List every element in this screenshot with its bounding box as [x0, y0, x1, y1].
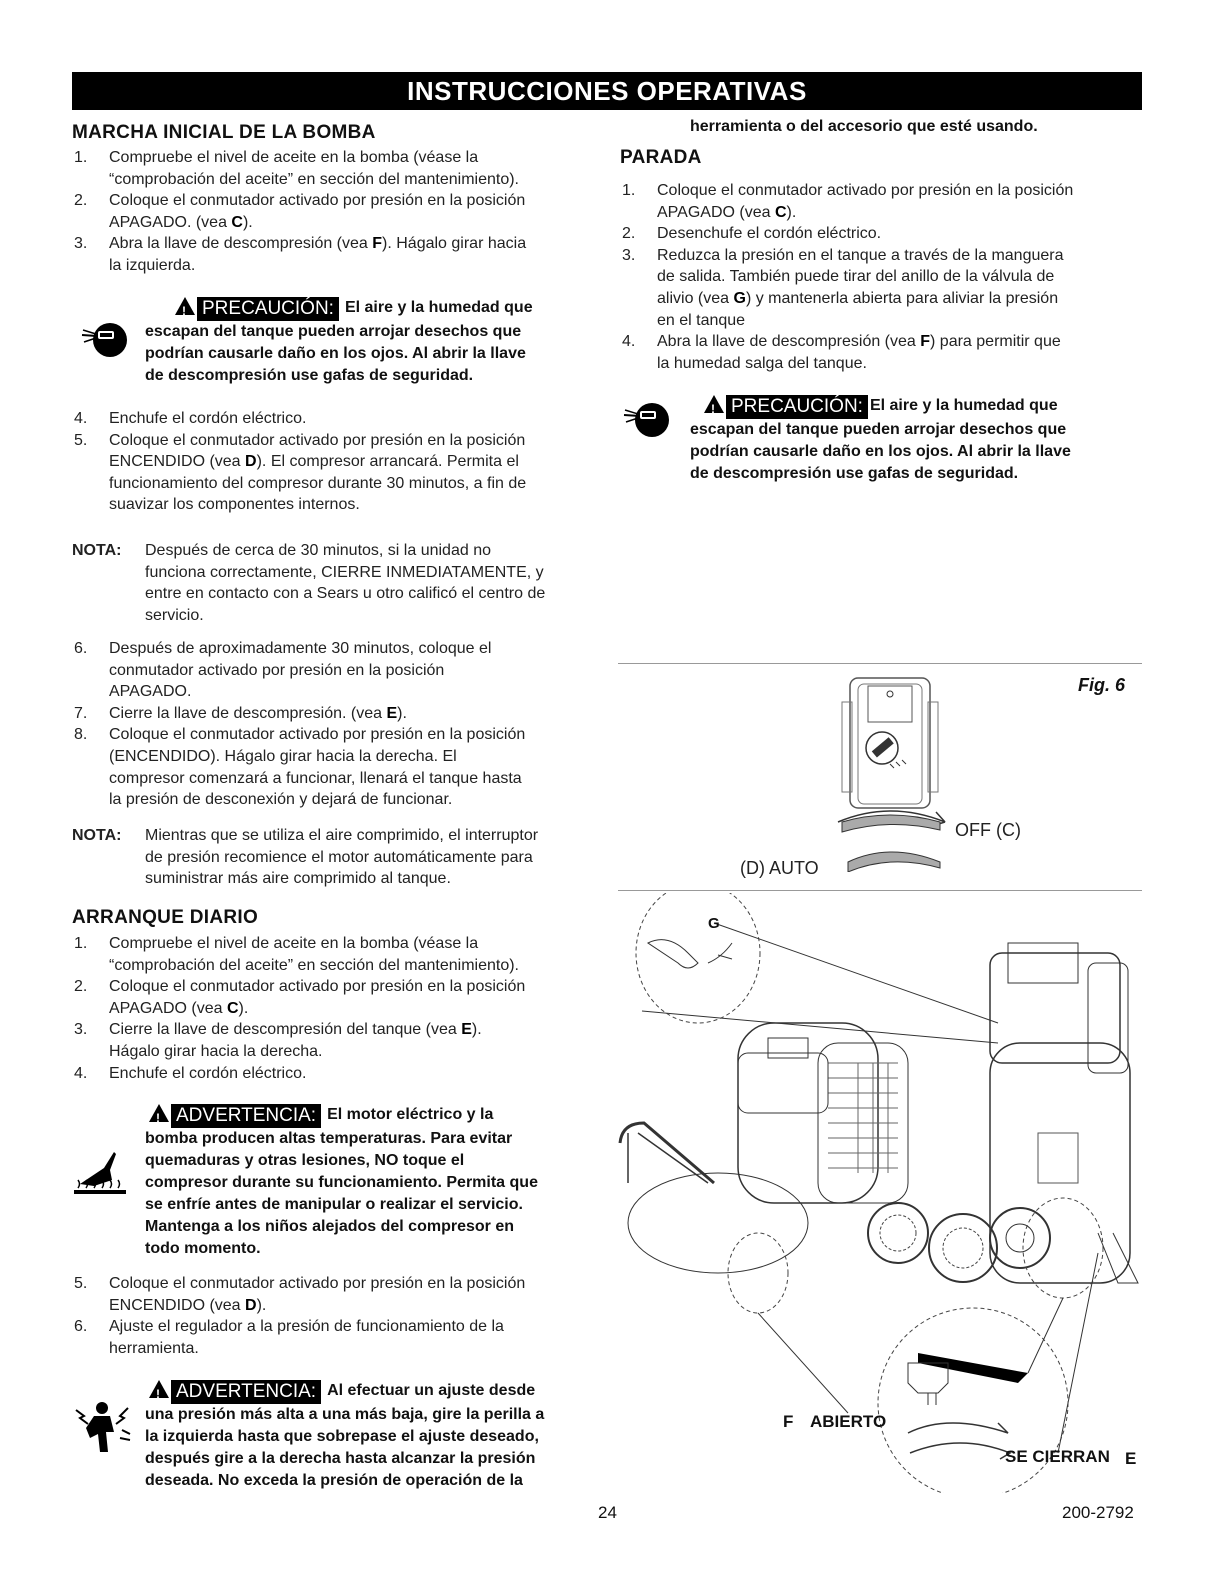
note-label: NOTA:	[72, 542, 122, 559]
step-item	[72, 1316, 582, 1359]
step-item	[72, 147, 582, 190]
text-line: funciona correctamente, CIERRE INMEDIATAMENTE, y	[145, 563, 544, 581]
warning-box-1	[145, 1104, 595, 1260]
cierran-label: SE CIERRAN	[1005, 1447, 1110, 1466]
pressure-switch-drawing	[820, 672, 960, 872]
f-label: F	[783, 1412, 794, 1431]
note-1	[72, 540, 602, 626]
caution-text-line: escapan del tanque pueden arrojar desechos que	[690, 421, 1067, 438]
text-line: una presión más alta a una más baja, gire la perilla a	[145, 1406, 545, 1423]
text-line: quemaduras y otras lesiones, NO toque el	[145, 1152, 465, 1169]
step-number: 6.	[74, 1318, 88, 1336]
step-text-line: Coloque el conmutador activado por presión en la posición	[109, 978, 526, 996]
step-number: 8.	[74, 726, 88, 744]
step-text-line: Coloque el conmutador activado por presión en la posición	[109, 192, 526, 210]
hot-surface-icon	[74, 1148, 128, 1198]
step-number: 4.	[622, 333, 636, 351]
step-item	[72, 408, 582, 430]
step-text-line: Cierre la llave de descompresión. (vea E).	[109, 704, 407, 722]
step-text-line: APAGADO (vea C).	[109, 999, 249, 1017]
step-item	[72, 430, 582, 516]
warning-text-line: El motor eléctrico y la	[327, 1106, 494, 1123]
step-text-line: ENCENDIDO (vea D). El compresor arrancará. Permita el	[109, 453, 519, 471]
figure-top-rule	[618, 663, 1142, 664]
step-item	[72, 1063, 582, 1085]
warning-triangle-icon	[149, 1104, 169, 1122]
step-item	[72, 1019, 582, 1062]
text-line: compresor durante su funcionamiento. Permita que	[145, 1174, 538, 1191]
step-number: 4.	[74, 1064, 88, 1082]
step-item	[72, 703, 582, 725]
step-text-line: la izquierda.	[109, 256, 196, 274]
step-number: 2.	[74, 978, 88, 996]
step-text-line: Después de aproximadamente 30 minutos, coloque el	[109, 640, 492, 657]
step-item	[620, 223, 1140, 245]
warning-triangle-icon	[704, 395, 724, 413]
step-item	[72, 638, 582, 703]
step-item	[620, 245, 1140, 331]
caution-box-1	[145, 297, 585, 387]
text-line: deseada. No exceda la presión de operación de la	[145, 1472, 523, 1489]
eye-protection-icon	[622, 395, 670, 443]
text-line: Mientras que se utiliza el aire comprimido, el interruptor	[145, 827, 539, 844]
steps-parada	[620, 180, 1140, 374]
step-text-line: Cierre la llave de descompresión del tanque (vea E).	[109, 1021, 482, 1039]
text-line: Después de cerca de 30 minutos, si la unidad no	[145, 542, 491, 559]
text-line: todo momento.	[145, 1240, 261, 1257]
continued-text: herramienta o del accesorio que esté usando.	[690, 118, 1038, 135]
caution-text-line: de descompresión use gafas de seguridad.	[145, 367, 474, 384]
figure-label: Fig. 6	[1078, 675, 1126, 695]
caution-text-line: escapan del tanque pueden arrojar desechos que	[145, 323, 522, 340]
text-line: suministrar más aire comprimido al tanque.	[145, 870, 451, 888]
step-text-line: Reduzca la presión en el tanque a través de la manguera	[657, 246, 1064, 264]
abierto-label: ABIERTO	[810, 1412, 887, 1431]
step-number: 2.	[622, 225, 636, 243]
caution-text-line: El aire y la humedad que	[344, 299, 533, 316]
step-number: 3.	[74, 1021, 88, 1039]
step-number: 1.	[74, 935, 88, 952]
step-text-line: APAGADO.	[109, 683, 192, 701]
step-text-line: suavizar los componentes internos.	[109, 496, 360, 514]
e-label: E	[1125, 1449, 1137, 1468]
step-text-line: compresor comenzará a funcionar, llenará el tanque hasta	[109, 769, 522, 787]
caution-label: PRECAUCIÓN:	[197, 297, 339, 321]
shock-hazard-icon	[72, 1398, 134, 1456]
text-line: bomba producen altas temperaturas. Para evitar	[145, 1130, 513, 1147]
caution-text-line: podrían causarle daño en los ojos. Al abrir la llave	[690, 443, 1071, 460]
steps-arranque-1	[72, 933, 582, 1084]
step-item	[620, 331, 1140, 374]
warning-triangle-icon	[175, 297, 195, 315]
warning-label: ADVERTENCIA:	[171, 1380, 321, 1404]
eye-protection-icon	[80, 315, 128, 363]
off-label: OFF (C)	[955, 820, 1021, 840]
step-text-line: “comprobación del aceite” en sección del mantenimiento).	[109, 956, 519, 974]
step-text-line: funcionamiento del compresor durante 30 minutos, a fin de	[109, 474, 527, 492]
caution-label: PRECAUCIÓN:	[726, 395, 868, 419]
step-text-line: ENCENDIDO (vea D).	[109, 1296, 267, 1314]
warning-box-2	[145, 1380, 595, 1492]
step-item	[72, 233, 582, 276]
figure-mid-rule	[618, 890, 1142, 891]
step-text-line: “comprobación del aceite” en sección del mantenimiento).	[109, 170, 519, 188]
step-number: 3.	[74, 235, 88, 253]
warning-text	[145, 1404, 595, 1492]
step-number: 5.	[74, 431, 88, 449]
step-text-line: Hágalo girar hacia la derecha.	[109, 1042, 323, 1060]
g-label: G	[708, 915, 720, 932]
step-text-line: Coloque el conmutador activado por presión en la posición	[109, 1275, 526, 1292]
steps-arranque-2	[72, 1273, 582, 1359]
note-text	[145, 825, 602, 890]
text-line: de presión recomience el motor automáticamente para	[145, 848, 533, 866]
warning-triangle-icon	[149, 1380, 169, 1398]
compressor-drawing	[618, 893, 1144, 1493]
step-text-line: Desenchufe el cordón eléctrico.	[657, 225, 882, 243]
step-text-line: Coloque el conmutador activado por presión en la posición	[657, 182, 1074, 199]
note-label: NOTA:	[72, 827, 122, 844]
step-text-line: Enchufe el cordón eléctrico.	[109, 1064, 307, 1082]
steps-marcha-1	[72, 147, 582, 277]
step-item	[620, 180, 1140, 223]
text-line: se enfríe antes de manipular o realizar el servicio.	[145, 1196, 523, 1213]
text-line: entre en contacto con a Sears u otro calificó el centro de	[145, 585, 546, 603]
step-text-line: Abra la llave de descompresión (vea F). Hágalo girar hacia	[109, 235, 527, 253]
warning-text	[145, 1128, 595, 1260]
step-number: 7.	[74, 704, 88, 722]
step-number: 5.	[74, 1275, 88, 1292]
step-number: 3.	[622, 246, 636, 264]
step-text-line: Coloque el conmutador activado por presión en la posición	[109, 726, 526, 744]
text-line: después gire a la derecha hasta alcanzar la presión	[145, 1450, 536, 1467]
step-number: 1.	[74, 149, 88, 166]
caution-box-2	[690, 395, 1140, 485]
step-item	[72, 1273, 582, 1316]
text-line: Mantenga a los niños alejados del compresor en	[145, 1218, 514, 1235]
step-number: 1.	[622, 182, 636, 199]
step-text-line: la presión de desconexión y dejará de funcionar.	[109, 791, 453, 809]
step-text-line: Abra la llave de descompresión (vea F) para permitir que	[657, 333, 1061, 351]
step-text-line: Enchufe el cordón eléctrico.	[109, 410, 307, 427]
step-number: 6.	[74, 640, 88, 657]
step-text-line: herramienta.	[109, 1339, 199, 1357]
section-title-marcha: MARCHA INICIAL DE LA BOMBA	[72, 122, 376, 143]
section-title-arranque: ARRANQUE DIARIO	[72, 907, 259, 928]
note-2	[72, 825, 602, 890]
section-title-parada: PARADA	[620, 147, 702, 168]
steps-marcha-3	[72, 638, 582, 811]
warning-text-line: Al efectuar un ajuste desde	[327, 1382, 536, 1399]
step-item	[72, 190, 582, 233]
step-number: 4.	[74, 410, 88, 427]
step-text-line: Compruebe el nivel de aceite en la bomba (véase la	[109, 149, 479, 166]
text-line: servicio.	[145, 606, 204, 624]
steps-marcha-2	[72, 408, 582, 516]
text-line: la izquierda hasta que sobrepase el ajuste deseado,	[145, 1428, 539, 1445]
step-number: 2.	[74, 192, 88, 210]
step-text-line: conmutador activado por presión en la posición	[109, 661, 445, 679]
step-text-line: la humedad salga del tanque.	[657, 354, 867, 372]
step-text-line: Ajuste el regulador a la presión de funcionamiento de la	[109, 1318, 504, 1336]
step-text-line: de salida. También puede tirar del anillo de la válvula de	[657, 268, 1055, 286]
doc-number: 200-2792	[1062, 1503, 1134, 1522]
step-item	[72, 976, 582, 1019]
step-item	[72, 933, 582, 976]
page-number: 24	[598, 1503, 617, 1522]
page-title: INSTRUCCIONES OPERATIVAS	[72, 72, 1142, 110]
caution-text-line: El aire y la humedad que	[869, 397, 1058, 414]
step-text-line: APAGADO (vea C).	[657, 203, 797, 221]
auto-label: (D) AUTO	[740, 858, 819, 878]
step-text-line: en el tanque	[657, 311, 746, 329]
caution-text-line: de descompresión use gafas de seguridad.	[690, 465, 1019, 482]
step-text-line: Coloque el conmutador activado por presión en la posición	[109, 431, 526, 449]
warning-label: ADVERTENCIA:	[171, 1104, 321, 1128]
note-text	[145, 540, 602, 626]
step-text-line: (ENCENDIDO). Hágalo girar hacia la derecha. El	[109, 747, 457, 765]
caution-text-line: podrían causarle daño en los ojos. Al abrir la llave	[145, 345, 526, 362]
step-text-line: Compruebe el nivel de aceite en la bomba (véase la	[109, 935, 479, 952]
step-text-line: APAGADO. (vea C).	[109, 213, 253, 231]
step-item	[72, 724, 582, 810]
step-text-line: alivio (vea G) y mantenerla abierta para aliviar la presión	[657, 289, 1059, 307]
